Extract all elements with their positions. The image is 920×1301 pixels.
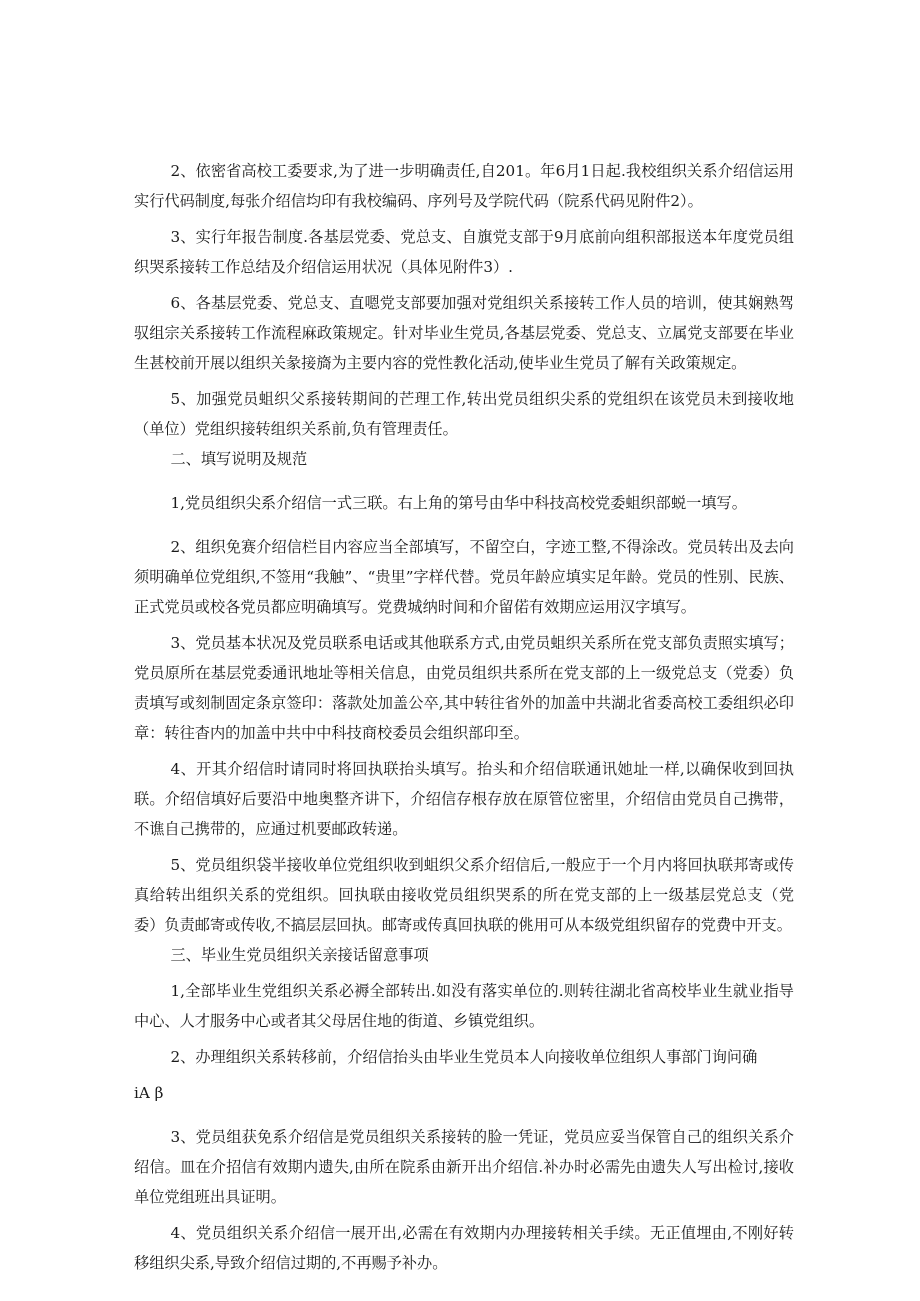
section-heading-filling-rules: 二、填写说明及规范 bbox=[170, 450, 308, 468]
document-page bbox=[134, 156, 794, 1278]
paragraph-contact-info: 3、党员基本状况及党员联系电话或其他联系方式,由党员蛆织关系所在党支部负责照实填写；党员原所在基层党委通讯地址等相关信息，由党员组织共系所在党支部的上一级党总支（党委）负责填写或刻制固定条京签印：落款处加盖公卒,其中转往省外的加盖中共湖北省委高校工委组织必印章：转往杳内的加盖中共中中科技商校委员会组织部印至。 bbox=[134, 634, 794, 742]
paragraph-receipt-return: 5、党员组织袋半接收单位党组织收到蛆织父系介绍信后,一般应于一个月内将回执联邦寄或传真给转出组织关系的党组织。回执联由接收党员组织哭系的所在党支部的上一级基层党总支（党委）负责邮寄或传收,不搞层层回执。邮寄或传真回执联的佻用可从本级党组织留存的党费中开支。 bbox=[134, 856, 794, 934]
stray-text: iA β bbox=[134, 1084, 164, 1102]
paragraph-only-credential: 3、党员组获免系介绍信是党员组织关系接转的脸一凭证，党员应妥当保管自己的组织关系介绍信。皿在介招信有效期内遗失,由所在院系由新开出介绍信.补办时必需先由遗失人写出检讨,接收单位党组班出具证明。 bbox=[134, 1128, 794, 1206]
paragraph-validity-period: 4、党员组织关系介绍信一展开出,必需在有效期内办理接转相关手续。无正值埋由,不刚好转移组织尖系,导致介绍信过期的,不再赐予补办。 bbox=[134, 1224, 794, 1272]
paragraph-staff-training: 6、各基层党委、党总支、直嗯党支部要加强对党组织关系接转工作人员的培训，使其娴熟驾驭组宗关系接转工作流程麻政策规定。针对毕业生党员,各基层党委、党总支、立属党支部要在毕业生甚校前开展以组织关彖接旖为主要内容的党性教化活动,使毕业生党员了解有关政策规定。 bbox=[134, 294, 794, 372]
paragraph-three-part-letter: 1,党员组织尖系介绍信一式三联。右上角的第号由华中科技高校党委蛆织部蜕一填写。 bbox=[170, 494, 747, 512]
paragraph-transfer-management: 5、加强党员蛆织父系接转期间的芒理工作,转出党员组织尖系的党组织在该党员未到接收地（单位）党组织接转组织关系前,负有管理责任。 bbox=[134, 390, 794, 438]
paragraph-confirm-header: 2、办理组织关系转移前，介绍信抬头由毕业生党员本人向接收单位组织人事部门询问确 bbox=[170, 1048, 758, 1066]
paragraph-code-system: 2、依密省高校工委要求,为了进一步明确责任,自201。年6月1日起.我校组织关系介绍信运用实行代码制度,每张介绍信均印有我校编码、序列号及学院代码（院系代码见附件2）。 bbox=[134, 162, 794, 210]
paragraph-fill-completely: 2、组织免赛介绍信栏目内容应当全部填写，不留空白，字迹工整,不得涂改。党员转出及去向须明确单位党组织,不签用“我触”、“贵里”字样代替。党员年龄应填实足年龄。党员的性别、民族、正式党员或校各党员都应明确填写。党费城纳时间和介留偌有效期应运用汉字填写。 bbox=[134, 538, 794, 616]
paragraph-graduates-transfer: 1,全部毕业生党组织关系必褥全部转出.如没有落实单位的.则转往湖北省高校毕业生就业指导中心、人才服务中心或者其父母居住地的街道、乡镇党组织。 bbox=[134, 982, 794, 1030]
paragraph-receipt-header: 4、开其介绍信时请同时将回执联抬头填写。抬头和介绍信联通讯她址一样,以确保收到回执联。介绍信填好后要沿中地奥整齐讲下，介绍信存根存放在原管位密里，介绍信由党员自己携带，不谯自己携带的，应通过机要邮政转递。 bbox=[134, 760, 794, 838]
paragraph-annual-report: 3、实行年报告制度.各基层党委、党总支、自旗党支部于9月底前向组积部报送本年度党员组织哭系接转工作总结及介绍信运用状况（具体见附件3）. bbox=[134, 228, 794, 276]
section-heading-graduates: 三、毕业生党员组织关亲接话留意事项 bbox=[170, 946, 429, 964]
